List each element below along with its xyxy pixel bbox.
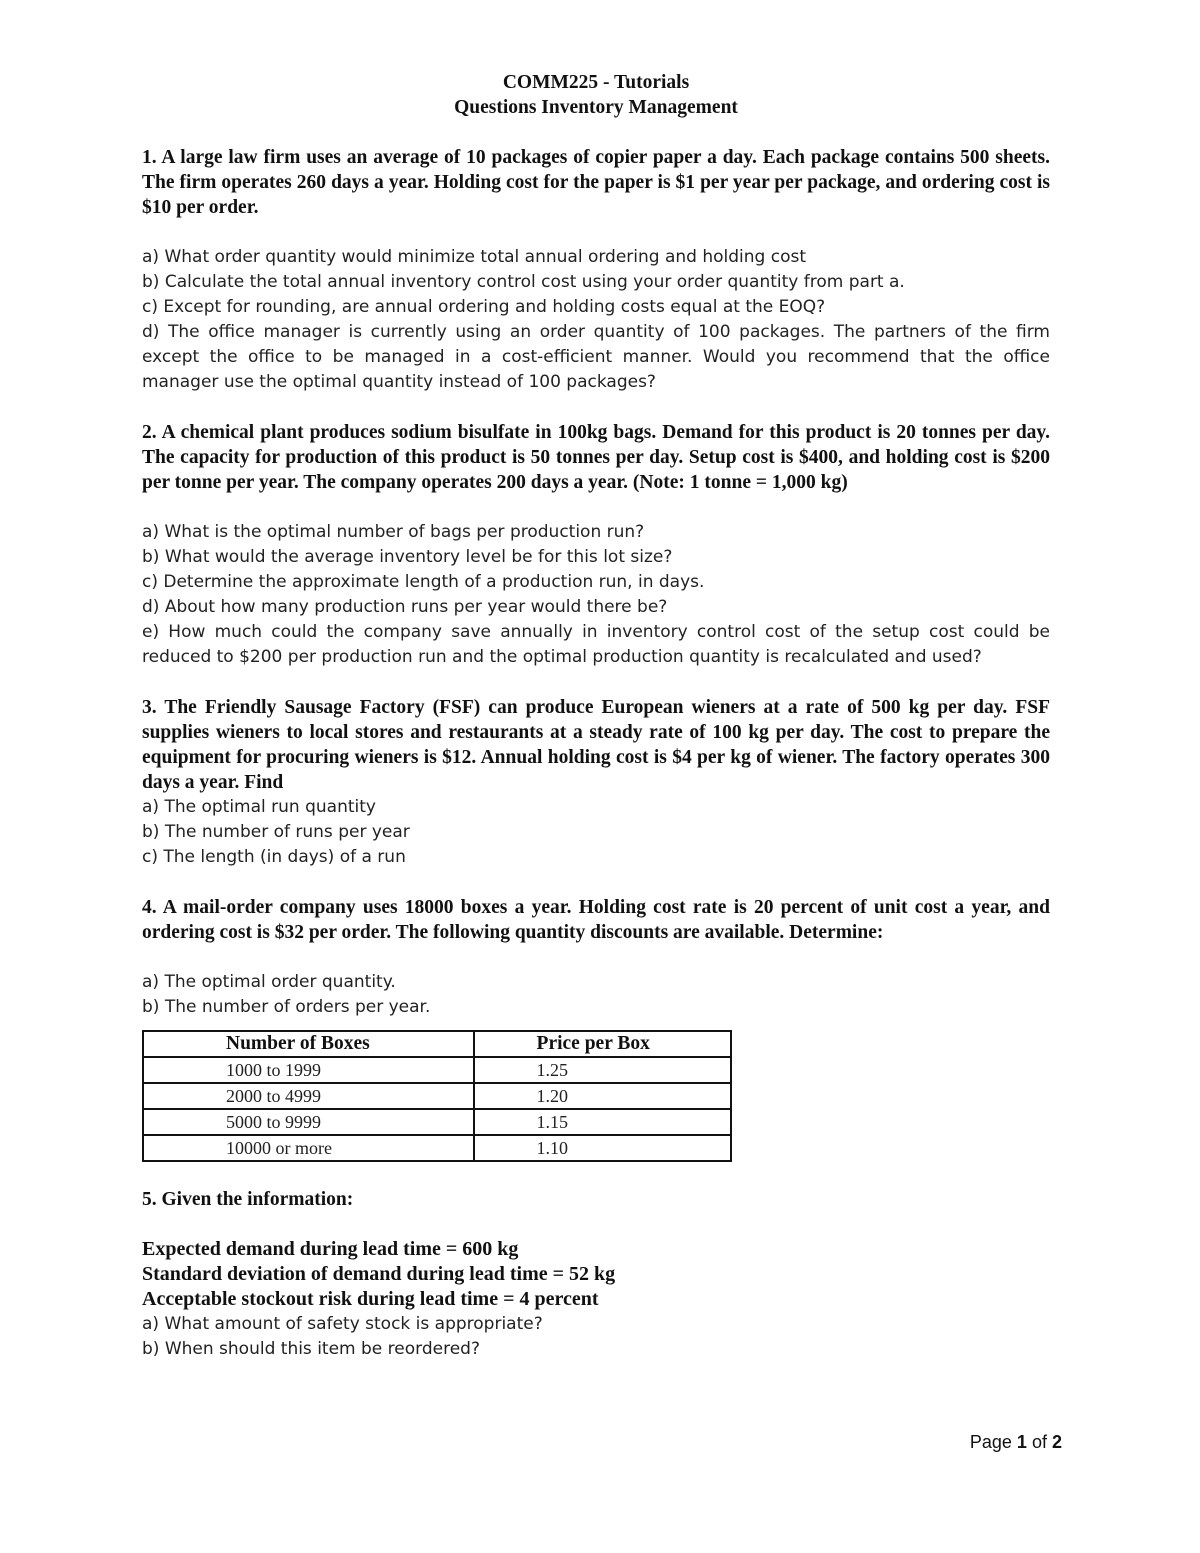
question-5-part-a: a) What amount of safety stock is appropriate? bbox=[142, 1314, 543, 1334]
question-1-part-d: d) The office manager is currently using an order quantity of 100 packages. The partners of the firm except the office to be managed in a cost-efficient manner. Would you recommend that the office manager use the optimal quantity instead of 100 packages? bbox=[142, 322, 1050, 392]
document-header bbox=[142, 70, 1050, 120]
question-1-stem bbox=[142, 145, 1050, 220]
question-2-stem bbox=[142, 420, 1050, 495]
question-2-part-d: d) About how many production runs per year would there be? bbox=[142, 597, 668, 617]
table-cell: 1.10 bbox=[474, 1135, 731, 1161]
question-number: 3. bbox=[142, 697, 157, 718]
question-5-stem bbox=[142, 1187, 1050, 1212]
question-text: A large law firm uses an average of 10 packages of copier paper a day. Each package contains 500 sheets. The firm operates 260 days a year. Holding cost for the paper is $1 per year per package, and ordering cost is $10 per order. bbox=[142, 147, 1050, 218]
current-page-number: 1 bbox=[1016, 1432, 1027, 1452]
table-cell: 1.25 bbox=[474, 1057, 731, 1083]
table-header-row bbox=[143, 1031, 731, 1057]
table-cell: 1.15 bbox=[474, 1109, 731, 1135]
question-4-part-a: a) The optimal order quantity. bbox=[142, 972, 396, 992]
document-title: Questions Inventory Management bbox=[454, 97, 738, 118]
question-1-part-c: c) Except for rounding, are annual ordering and holding costs equal at the EOQ? bbox=[142, 297, 826, 317]
table-cell: 1000 to 1999 bbox=[143, 1057, 474, 1083]
question-text: A chemical plant produces sodium bisulfate in 100kg bags. Demand for this product is 20 tonnes per day. The capacity for production of this product is 50 tonnes per day. Setup cost is $400, and holding cost is $200 per tonne per year. The company operates 200 days a year. (Note: 1 tonne = 1,000 kg) bbox=[142, 422, 1050, 493]
question-3-part-c: c) The length (in days) of a run bbox=[142, 847, 406, 867]
column-header-number-of-boxes: Number of Boxes bbox=[143, 1031, 474, 1057]
table-row bbox=[143, 1135, 731, 1161]
table-cell: 5000 to 9999 bbox=[143, 1109, 474, 1135]
question-4-part-b: b) The number of orders per year. bbox=[142, 997, 431, 1017]
given-expected-demand: Expected demand during lead time = 600 kg bbox=[142, 1238, 519, 1260]
question-3-stem bbox=[142, 695, 1050, 795]
of-word: of bbox=[1031, 1432, 1047, 1452]
table-cell: 1.20 bbox=[474, 1083, 731, 1109]
question-number: 1. bbox=[142, 147, 157, 168]
question-2-part-b: b) What would the average inventory level be for this lot size? bbox=[142, 547, 673, 567]
table-cell: 2000 to 4999 bbox=[143, 1083, 474, 1109]
document-page bbox=[142, 70, 1050, 1362]
question-number: 2. bbox=[142, 422, 157, 443]
question-2-part-a: a) What is the optimal number of bags per production run? bbox=[142, 522, 645, 542]
question-5-part-b: b) When should this item be reordered? bbox=[142, 1339, 480, 1359]
question-number: 4. bbox=[142, 897, 157, 918]
question-4-stem bbox=[142, 895, 1050, 945]
question-2-part-e: e) How much could the company save annually in inventory control cost of the setup cost could be reduced to $200 per production run and the optimal production quantity is recalculated and used? bbox=[142, 622, 1050, 667]
quantity-discount-table bbox=[142, 1030, 732, 1162]
question-number: 5. bbox=[142, 1189, 157, 1210]
table-row bbox=[143, 1083, 731, 1109]
question-text: Given the information: bbox=[161, 1189, 354, 1210]
question-3-part-a: a) The optimal run quantity bbox=[142, 797, 376, 817]
question-text: A mail-order company uses 18000 boxes a year. Holding cost rate is 20 percent of unit cost a year, and ordering cost is $32 per order. The following quantity discounts are available. Determine: bbox=[142, 897, 1050, 943]
given-stockout-risk: Acceptable stockout risk during lead time = 4 percent bbox=[142, 1288, 599, 1310]
question-text: The Friendly Sausage Factory (FSF) can produce European wieners at a rate of 500 kg per day. FSF supplies wieners to local stores and restaurants at a steady rate of 100 kg per day. The cost to prepare the equipment for procuring wieners is $12. Annual holding cost is $4 per kg of wiener. The factory operates 300 days a year. Find bbox=[142, 697, 1050, 793]
total-page-count: 2 bbox=[1051, 1432, 1062, 1452]
column-header-price-per-box: Price per Box bbox=[474, 1031, 731, 1057]
course-title: COMM225 - Tutorials bbox=[502, 72, 690, 93]
table-row bbox=[143, 1109, 731, 1135]
question-1-part-b: b) Calculate the total annual inventory control cost using your order quantity from part a. bbox=[142, 272, 905, 292]
table-row bbox=[143, 1057, 731, 1083]
question-3-part-b: b) The number of runs per year bbox=[142, 822, 410, 842]
given-standard-deviation: Standard deviation of demand during lead time = 52 kg bbox=[142, 1263, 616, 1285]
page-word: Page bbox=[969, 1432, 1012, 1452]
question-2-part-c: c) Determine the approximate length of a production run, in days. bbox=[142, 572, 705, 592]
page-number-footer bbox=[970, 1432, 1062, 1453]
table-cell: 10000 or more bbox=[143, 1135, 474, 1161]
question-1-part-a: a) What order quantity would minimize total annual ordering and holding cost bbox=[142, 247, 807, 267]
